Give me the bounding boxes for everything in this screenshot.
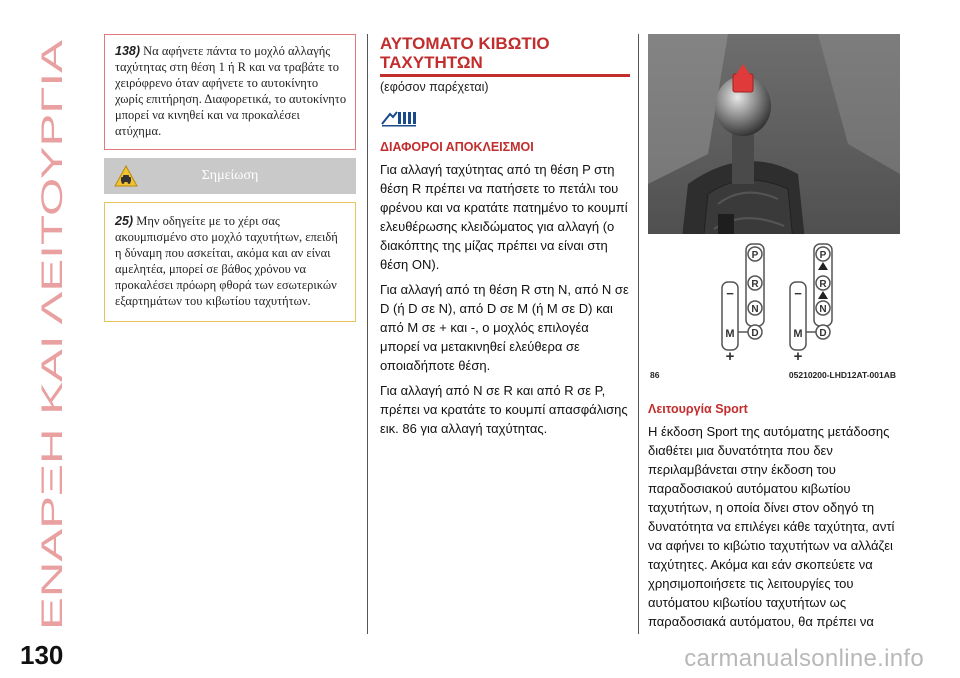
warning-note-box [104,34,356,150]
gear-m-label-2: M [793,328,803,340]
column-divider-left [367,34,368,634]
paragraph-2: Για αλλαγή από τη θέση R στη N, από N σε D (ή D σε N), από D σε M (ή M σε D) και από M σε + και -, ο μοχλός επιλογέα μπορεί να μετακινηθεί ελεύθερα σε οποιαδήποτε θέση. [380,282,629,373]
gear-n-label-2: N [819,304,827,315]
caution-header [104,158,356,194]
gear-r-label: R [751,279,759,290]
figure-number: 86 [650,370,660,380]
gear-p-label-2: P [819,250,827,261]
right-column [648,34,900,631]
note-number: 138) [115,44,141,58]
paragraph-1: Για αλλαγή ταχύτητας από τη θέση P στη θέση R πρέπει να πατήσετε το πετάλι του φρένου και να κρατάτε πατημένο το κουμπί ελευθέρωσης κλειδώματος για αλλαγή (ο διακόπτης της μίζας πρέπει να είναι στη θέση ON). [380,162,628,272]
sport-mode-paragraph: Η έκδοση Sport της αυτόματης μετάδοσης διαθέτει μια δυνατότητα που δεν περιλαμβάνεται στην έκδοση του παραδοσιακού αυτόματου κιβωτίου ταχυτήτων, η οποία δίνει στον οδηγό τη δυνατότητα να επιλέγει κάθε ταχύτητα, αντί να αφήνει το κιβώτιο ταχυτήτων να αλλάζει ταχύτητες. Ακόμα και εάν σκοπεύετε να χρησιμοποιήσετε τις λειτουργίες του αυτόματου κιβωτίου ταχυτήτων ως παραδοσιακά αυτόματου, θα πρέπει να [648,424,895,629]
caution-text: Μην οδηγείτε με το χέρι σας ακουμπισμένο στο μοχλό ταχυτήτων, επειδή η δύναμη που ασκείται, ακόμα και αν είναι αμελητέα, μπορεί σε βάθος χρόνου να προκαλέσει πρόωρη φθορά των εσωτερικών εξαρτημάτων του κιβωτίου ταχυτήτων. [115,214,338,308]
figure-caption [650,370,898,380]
gear-d-label-2: D [819,328,827,339]
caution-number: 25) [115,214,134,228]
caution-box [104,202,356,322]
section-title [380,34,630,77]
left-column [104,34,356,322]
plus-label: + [725,348,735,364]
chapter-side-title [18,30,78,630]
minus-label-2: − [794,286,802,301]
figure-code: 05210200-LHD12AT-001AB [788,370,896,380]
paragraph-3: Για αλλαγή από N σε R και από R σε P, πρέπει να κρατάτε το κουμπί απασφάλισης εικ. 86 για αλλαγή ταχύτητας. [380,383,628,436]
middle-column [380,34,630,438]
page-number: 130 [20,640,64,670]
watermark: carmanualsonline.info [684,645,924,672]
minus-label: − [726,286,734,301]
subsection-heading: ΔΙΑΦΟΡΟΙ ΑΠΟΚΛΕΙΣΜΟΙ [380,140,534,154]
option-badge-icon [380,108,630,128]
gear-p-label: P [751,250,759,261]
section-title-line1: ΑΥΤΟΜΑΤΟ ΚΙΒΩΤΙΟ [380,34,550,53]
gear-shifter-illustration [648,34,900,364]
chapter-side-title-text: ΕΝΑΡΞΗ ΚΑΙ ΛΕΙΤΟΥΡΓΙΑ [36,270,69,630]
note-text: Να αφήνετε πάντα το μοχλό αλλαγής ταχύτητας στη θέση 1 ή R και να τραβάτε το χειρόφρενο όταν αφήνετε το αυτοκίνητο χωρίς επιτήρηση. Διαφορετικά, το αυτοκίνητο μπορεί να κινηθεί και να προκαλέσει ατύχημα. [115,44,347,138]
column-divider-right [638,34,639,634]
gear-shifter-figure [648,34,900,380]
gear-n-label: N [751,304,759,315]
gear-r-label-2: R [819,279,827,290]
caution-label: Σημείωση [201,168,259,183]
section-title-line2: ΤΑΧΥΤΗΤΩΝ [380,53,483,72]
plus-label-2: + [793,348,803,364]
gear-m-label: M [725,328,735,340]
gear-d-label: D [751,328,759,339]
sport-mode-heading: Λειτουργία Sport [648,402,748,416]
section-subtitle: (εφόσον παρέχεται) [380,80,489,94]
